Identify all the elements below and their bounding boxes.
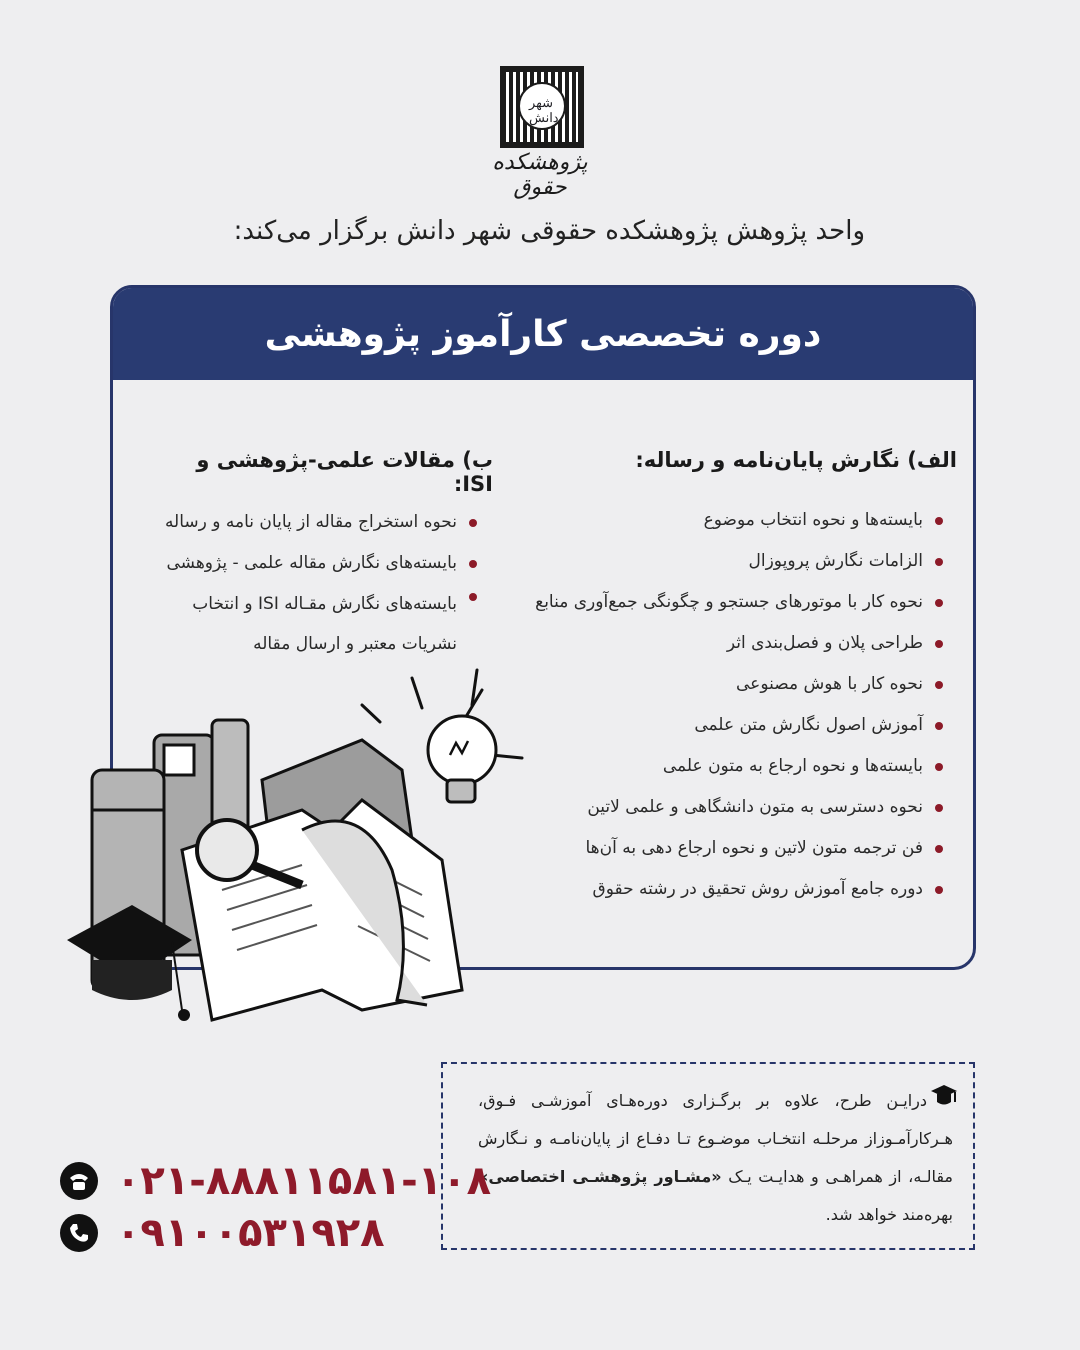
note-text-after: بهره‌مند خواهد شد. xyxy=(825,1205,953,1224)
landline-number[interactable]: ۰۲۱-۸۸۸۱۱۵۸۱-۱۰۸ xyxy=(116,1158,491,1204)
lightbulb-icon xyxy=(428,716,496,784)
note-text-before: درایـن طرح، علاوه بر برگـزاری دوره‌هـای آموزشـی فـوق، هـرکارآمـوزاز مرحلـه انتخـاب موضـوع تـا دفـاع از پایان‌نامـه و نـگارش مقالـه، از همراهـی و هدایـت یـک xyxy=(478,1091,953,1186)
section-a-item: الزامات نگارش پروپوزال xyxy=(505,549,945,590)
advisor-note-text xyxy=(478,1082,953,1234)
landline-contact xyxy=(60,1158,491,1204)
section-a-item: نحوه دسترسی به متون دانشگاهی و علمی لاتین xyxy=(505,795,945,836)
intro-heading: واحد پژوهش پژوهشکده حقوقی شهر دانش برگزار می‌کند: xyxy=(233,216,865,246)
note-text-bold: «مشـاور پژوهشـی اختصاصی» xyxy=(478,1167,722,1186)
logo-caption: پژوهشکده حقوق xyxy=(492,150,588,200)
phone-icon xyxy=(60,1214,98,1252)
mobile-contact xyxy=(60,1210,385,1256)
section-b-item: نحوه استخراج مقاله از پایان نامه و رساله xyxy=(159,510,479,534)
section-a-title: الف) نگارش پایان‌نامه و رساله: xyxy=(635,448,957,472)
section-b-item: بایسته‌های نگارش مقـاله ISI و انتخاب نشریات معتبر و ارسال مقاله xyxy=(159,584,479,664)
section-a-item: دوره جامع آموزش روش تحقیق در رشته حقوق xyxy=(505,877,945,918)
section-b-list xyxy=(159,510,479,681)
section-a-item: بایسته‌ها و نحوه انتخاب موضوع xyxy=(505,508,945,549)
section-a-item: نحوه کار با موتورهای جستجو و چگونگی جمع‌آوری منابع xyxy=(505,590,945,631)
books-illustration xyxy=(62,660,562,1060)
logo-emblem xyxy=(500,66,584,148)
section-a-item: طراحی پلان و فصل‌بندی اثر xyxy=(505,631,945,672)
section-a-item: آموزش اصول نگارش متن علمی xyxy=(505,713,945,754)
advisor-note-box xyxy=(441,1062,975,1250)
section-b-title: ب) مقالات علمی-پژوهشی و ISI: xyxy=(196,448,493,496)
section-a-item: بایسته‌ها و نحوه ارجاع به متون علمی xyxy=(505,754,945,795)
card-header xyxy=(113,288,973,380)
logo-emblem-text: شهر دانش xyxy=(529,96,559,126)
logo-circle xyxy=(518,82,566,130)
magnifier-icon xyxy=(197,820,257,880)
mobile-number[interactable]: ۰۹۱۰۰۵۳۱۹۲۸ xyxy=(116,1210,385,1256)
card-title: دوره تخصصی کارآموز پژوهشی xyxy=(264,313,822,355)
section-b-item: بایسته‌های نگارش مقاله علمی - پژوهشی xyxy=(159,551,479,575)
section-a-list xyxy=(505,508,945,918)
telephone-icon xyxy=(60,1162,98,1200)
section-a-item: نحوه کار با هوش مصنوعی xyxy=(505,672,945,713)
section-a-item: فن ترجمه متون لاتین و نحوه ارجاع دهی به آن‌ها xyxy=(505,836,945,877)
